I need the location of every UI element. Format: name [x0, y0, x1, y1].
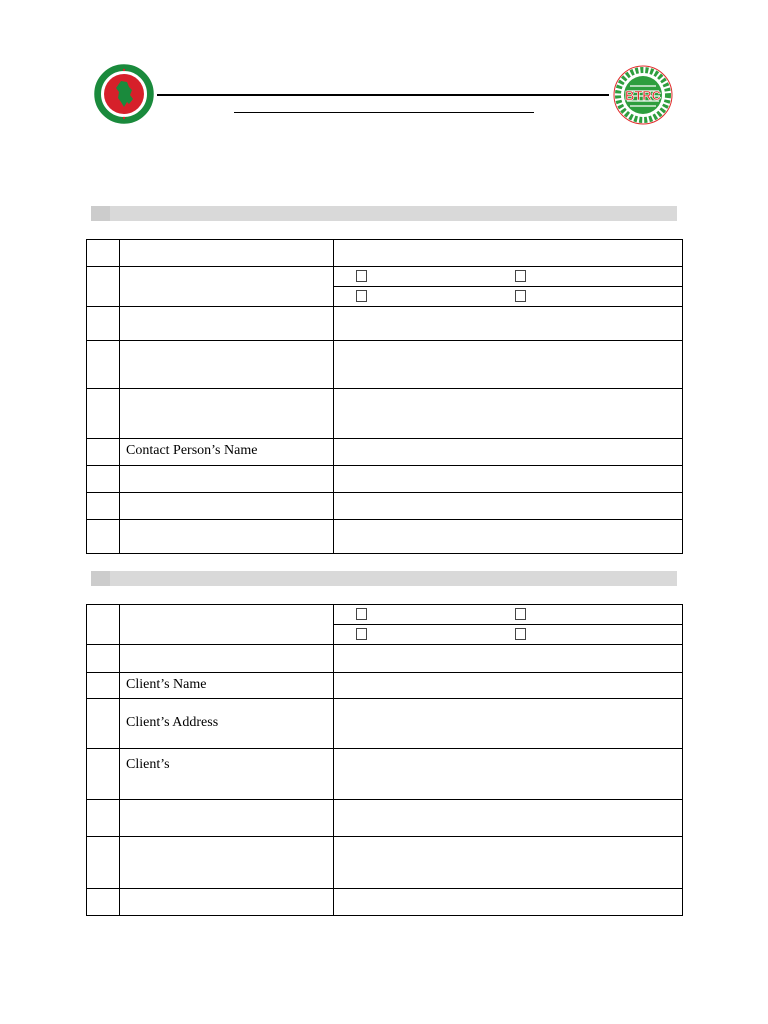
btrc-logo-text: BTRC	[624, 88, 662, 103]
header-rule-thin	[234, 112, 534, 113]
section-2-bar-tab	[91, 571, 110, 586]
row-number-cell	[87, 645, 120, 673]
checkbox[interactable]	[356, 270, 367, 282]
row-number-cell	[87, 240, 120, 267]
field-value-input[interactable]	[334, 645, 683, 673]
checkbox[interactable]	[356, 608, 367, 620]
row-number-cell	[87, 466, 120, 493]
field-value-input[interactable]	[334, 800, 683, 837]
checkbox-row	[334, 624, 682, 644]
field-label	[120, 800, 334, 837]
table-row	[87, 307, 683, 341]
row-number-cell	[87, 493, 120, 520]
table-row	[87, 800, 683, 837]
field-value-input[interactable]	[334, 341, 683, 389]
row-number-cell	[87, 520, 120, 554]
client-address-label: Client’s Address	[120, 699, 334, 749]
field-label	[120, 520, 334, 554]
checkbox-row	[334, 267, 682, 286]
table-row	[87, 389, 683, 439]
section-2-header-bar	[91, 571, 677, 586]
table-row	[87, 749, 683, 800]
table-row	[87, 439, 683, 466]
checkbox[interactable]	[515, 608, 526, 620]
field-label	[120, 341, 334, 389]
checkbox[interactable]	[515, 270, 526, 282]
row-number-cell	[87, 341, 120, 389]
field-label	[120, 493, 334, 520]
client-field-label: Client’s	[120, 749, 334, 800]
field-label	[120, 837, 334, 889]
table-row	[87, 520, 683, 554]
table-row	[87, 837, 683, 889]
checkbox-row	[334, 286, 682, 306]
field-value-input[interactable]	[334, 889, 683, 916]
section-1-table	[86, 239, 683, 554]
field-value-input[interactable]	[334, 307, 683, 341]
field-label	[120, 645, 334, 673]
client-name-input[interactable]	[334, 673, 683, 699]
row-number-cell	[87, 889, 120, 916]
checkbox[interactable]	[356, 290, 367, 302]
row-number-cell	[87, 389, 120, 439]
table-row	[87, 341, 683, 389]
table-row	[87, 466, 683, 493]
field-value-input[interactable]	[334, 466, 683, 493]
row-number-cell	[87, 267, 120, 307]
field-label	[120, 605, 334, 645]
checkbox[interactable]	[515, 628, 526, 640]
table-row	[87, 699, 683, 749]
section-1-header-bar	[91, 206, 677, 221]
checkbox-group	[334, 605, 683, 645]
table-row	[87, 889, 683, 916]
field-value-input[interactable]	[334, 240, 683, 267]
checkbox-row	[334, 605, 682, 624]
row-number-cell	[87, 439, 120, 466]
contact-person-name-label: Contact Person’s Name	[120, 439, 334, 466]
table-row	[87, 673, 683, 699]
checkbox[interactable]	[515, 290, 526, 302]
field-value-input[interactable]	[334, 389, 683, 439]
row-number-cell	[87, 749, 120, 800]
table-row	[87, 267, 683, 307]
field-label	[120, 240, 334, 267]
client-address-input[interactable]	[334, 699, 683, 749]
field-value-input[interactable]	[334, 837, 683, 889]
field-value-input[interactable]	[334, 493, 683, 520]
table-row	[87, 240, 683, 267]
client-name-label: Client’s Name	[120, 673, 334, 699]
table-row	[87, 493, 683, 520]
field-label	[120, 307, 334, 341]
row-number-cell	[87, 800, 120, 837]
table-row	[87, 605, 683, 645]
table-row	[87, 645, 683, 673]
field-label	[120, 389, 334, 439]
field-label	[120, 889, 334, 916]
row-number-cell	[87, 837, 120, 889]
field-label	[120, 267, 334, 307]
row-number-cell	[87, 673, 120, 699]
section-1-bar-tab	[91, 206, 110, 221]
checkbox-group	[334, 267, 683, 307]
btrc-logo	[612, 64, 674, 126]
field-label	[120, 466, 334, 493]
checkbox[interactable]	[356, 628, 367, 640]
section-2-table	[86, 604, 683, 916]
client-field-input[interactable]	[334, 749, 683, 800]
contact-person-name-input[interactable]	[334, 439, 683, 466]
header-rule-thick	[157, 94, 609, 96]
row-number-cell	[87, 307, 120, 341]
row-number-cell	[87, 699, 120, 749]
row-number-cell	[87, 605, 120, 645]
field-value-input[interactable]	[334, 520, 683, 554]
bangladesh-government-seal	[94, 64, 154, 124]
